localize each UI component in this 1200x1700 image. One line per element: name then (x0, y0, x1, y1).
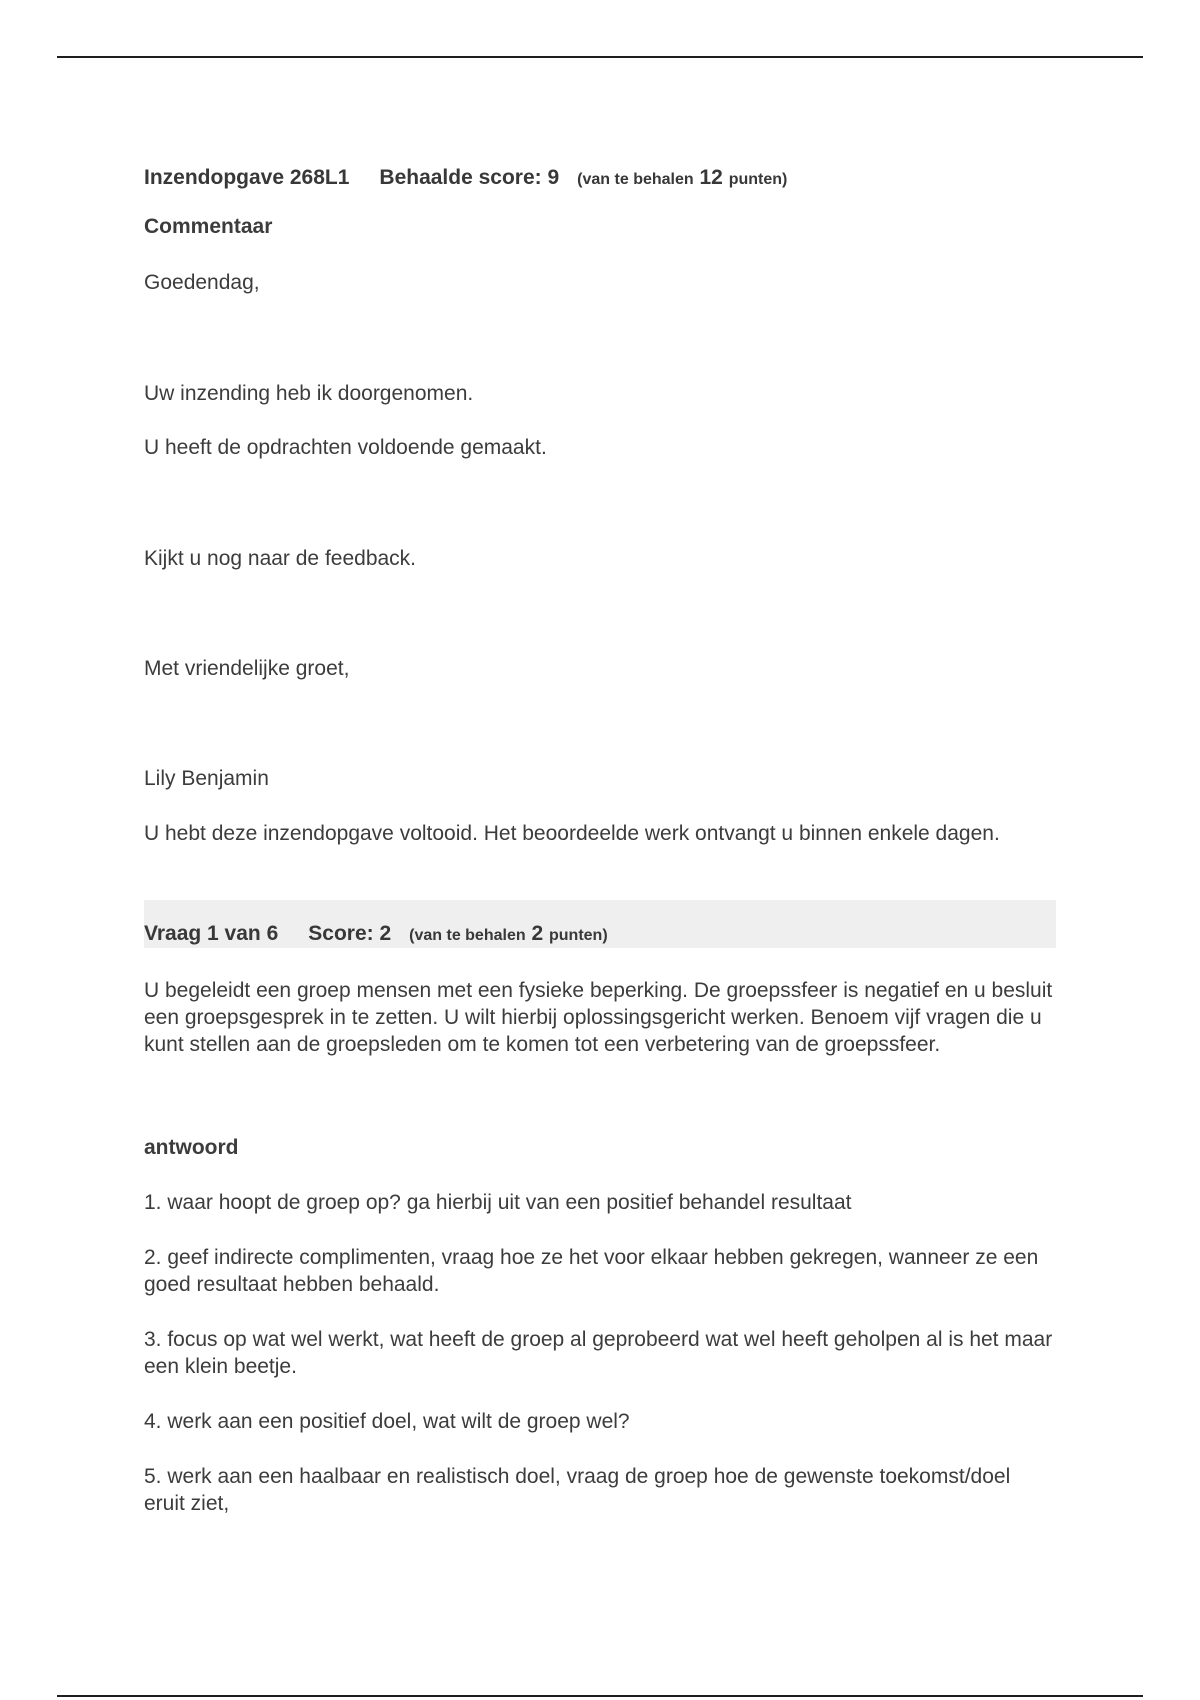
question-header-bar (144, 900, 1056, 948)
comment-signature: Lily Benjamin (144, 767, 269, 790)
question-text: U begeleidt een groep mensen met een fysieke beperking. De groepssfeer is negatief en u besluit een groepsgesprek in te zetten. U wilt hierbij oplossingsgericht werken. Benoem vijf vragen die u kunt stellen aan de groepsleden om te komen tot een verbetering van de groepssfeer. (144, 979, 1053, 1056)
submission-points-max: 12 (699, 166, 723, 189)
bottom-rule (57, 1695, 1143, 1697)
comment-line-2: U heeft de opdrachten voldoende gemaakt. (144, 436, 547, 459)
submission-points-prefix: (van te behalen (577, 171, 694, 188)
answer-item-4: 4. werk aan een positief doel, wat wilt de groep wel? (144, 1410, 630, 1433)
question-points-suffix: punten) (549, 927, 608, 944)
comment-heading: Commentaar (144, 215, 273, 238)
submission-points-suffix: punten) (728, 171, 788, 188)
top-rule (57, 56, 1143, 58)
submission-header (144, 166, 787, 190)
answer-item-2: 2. geef indirecte complimenten, vraag hoe ze het voor elkaar hebben gekregen, wanneer ze een goed resultaat hebben behaald. (144, 1246, 1039, 1296)
comment-line-3: Kijkt u nog naar de feedback. (144, 547, 417, 570)
answer-item-3: 3. focus op wat wel werkt, wat heeft de groep al geprobeerd wat wel heeft geholpen al is het maar een klein beetje. (144, 1328, 1053, 1378)
question-header (144, 922, 608, 946)
submission-title: Inzendopgave 268L1 (144, 166, 350, 189)
answer-heading: antwoord (144, 1136, 239, 1159)
question-points-max: 2 (531, 922, 544, 945)
comment-line-1: Uw inzending heb ik doorgenomen. (144, 382, 474, 405)
comment-greeting: Goedendag, (144, 271, 260, 294)
question-title: Vraag 1 van 6 (144, 922, 279, 945)
submission-score: Behaalde score: 9 (379, 166, 560, 189)
question-points-prefix: (van te behalen (409, 927, 526, 944)
answer-item-5: 5. werk aan een haalbaar en realistisch doel, vraag de groep hoe de gewenste toekomst/doel eruit ziet, (144, 1465, 1011, 1515)
completion-notice: U hebt deze inzendopgave voltooid. Het beoordeelde werk ontvangt u binnen enkele dagen. (144, 822, 1000, 845)
answer-item-1: 1. waar hoopt de groep op? ga hierbij uit van een positief behandel resultaat (144, 1191, 852, 1214)
comment-closing: Met vriendelijke groet, (144, 657, 350, 680)
question-score: Score: 2 (308, 922, 392, 945)
